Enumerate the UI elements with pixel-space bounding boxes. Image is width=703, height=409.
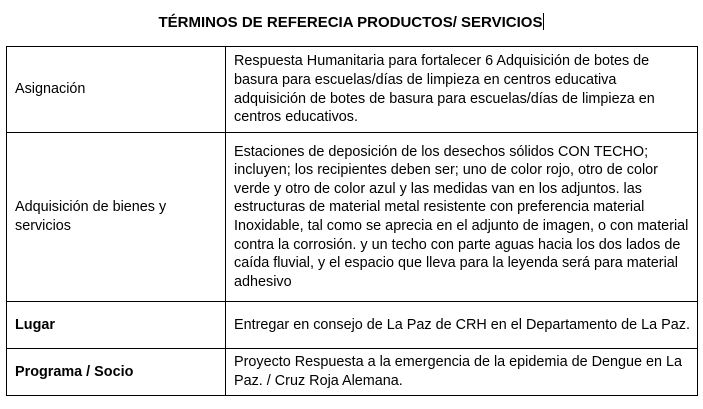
document-title: [0, 13, 703, 33]
row-label-lugar: Lugar: [7, 302, 226, 349]
document-title-text: TÉRMINOS DE REFERECIA PRODUCTOS/ SERVICIOS: [158, 14, 543, 31]
table-row: [7, 349, 698, 396]
row-label-asignacion: Asignación: [7, 47, 226, 133]
text-cursor: [543, 13, 544, 30]
table-row: [7, 302, 698, 349]
row-value-asignacion: Respuesta Humanitaria para fortalecer 6 Adquisición de botes de basura para escuelas/días de limpieza en centros educativa adquisición de botes de basura para escuelas/días de limpieza en centros educativos.: [226, 47, 698, 133]
row-label-programa-socio: Programa / Socio: [7, 349, 226, 396]
table-row: [7, 47, 698, 133]
row-label-adquisicion: Adquisición de bienes y servicios: [7, 133, 226, 302]
row-value-adquisicion: Estaciones de deposición de los desechos sólidos CON TECHO; incluyen; los recipientes deben ser; uno de color rojo, otro de color verde y otro de color azul y las medidas van en los adjuntos. las estructuras de material metal resistente con preferencia material Inoxidable, tal como se aprecia en el adjunto de imagen, o con material contra la corrosión. y un techo con parte aguas hacia los dos lados de caída fluvial, y el espacio que lleva para la leyenda será para material adhesivo: [226, 133, 698, 302]
terms-table: [6, 46, 698, 396]
row-value-programa-socio: Proyecto Respuesta a la emergencia de la epidemia de Dengue en La Paz. / Cruz Roja Alemana.: [226, 349, 698, 396]
table-row: [7, 133, 698, 302]
row-value-lugar: Entregar en consejo de La Paz de CRH en el Departamento de La Paz.: [226, 302, 698, 349]
